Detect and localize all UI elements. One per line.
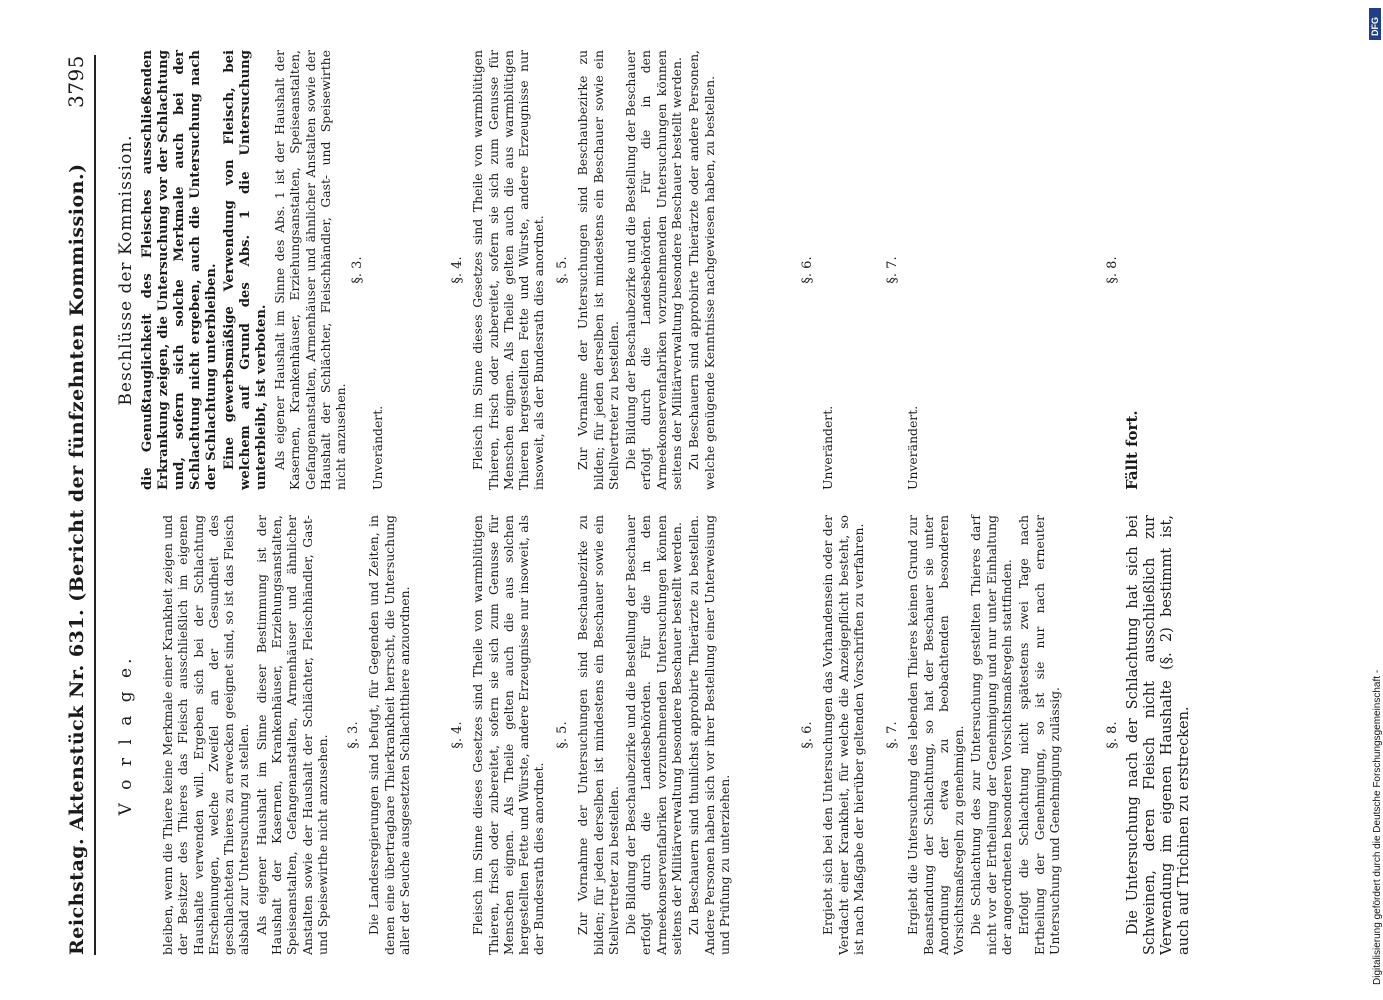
section-heading: §. 4.: [450, 721, 465, 749]
digitization-credit: Digitalisierung gefördert durch die Deutsche Forschungsgemeinschaft -: [1372, 669, 1383, 985]
left-block-5: [555, 515, 734, 955]
left-block-2: [160, 515, 332, 955]
header-rule: [94, 55, 96, 955]
right-block-5: [555, 50, 719, 490]
left-block-4: [450, 515, 549, 955]
paragraph: Ergiebt die Untersuchung des lebenden Thieres keinen Grund zur Beanstandung der Schlachtung, so hat der Beschauer sie unter Anordnung der etwa zu beobachtenden besonderen Vorsichtsmaßregeln zu genehmigen.: [905, 515, 967, 955]
section-heading: §. 6.: [800, 721, 815, 749]
paragraph: Ergiebt sich bei den Untersuchungen das Vorhandensein oder der Verdacht einer Krankheit, für welche die Anzeigepflicht besteht, so ist nach Maßgabe der hierüber geltenden Vorschriften zu verfahren.: [820, 515, 866, 955]
paragraph: Als eigener Haushalt im Sinne dieser Bestimmung ist der Haushalt der Kasernen, Krankenhäuser, Erziehungsanstalten, Speiseanstalten, Gefangenanstalten, Armenhäuser und ähnlicher Anstalten sowie der Haushalt der Schlächter, Fleischhändler, Gast- und Speisewirthe nicht anzusehen.: [253, 515, 330, 955]
paragraph: Zu Beschauern sind thunlichst approbirte Thierärzte zu bestellen. Andere Personen haben sich vor ihrer Bestellung einer Unterweisung und Prüfung zu unterziehen.: [686, 515, 732, 955]
right-block-8: [1105, 50, 1143, 490]
rotated-document: [60, 50, 1370, 955]
paragraph: Die Landesregierungen sind befugt, für Gegenden und Zeiten, in denen eine übertragbare Thierkrankheit herrscht, die Untersuchung aller der Seuche ausgesetzten Schlachtthiere anzuordnen.: [366, 515, 412, 955]
section-heading: §. 5.: [555, 256, 570, 284]
right-block-4: [450, 50, 549, 490]
paragraph: Fleisch im Sinne dieses Gesetzes sind Theile von warmblütigen Thieren, frisch oder zubereitet, sofern sie sich zum Genusse für Menschen eignen. Als Theile gelten auch die aus solchen hergestellten Fette und Würste, andere Erzeugnisse nur insoweit, als der Bundesrath dies anordnet.: [470, 515, 547, 955]
unchanged-label: Unverändert.: [905, 405, 921, 490]
dropped-label: Fällt fort.: [1123, 410, 1142, 490]
right-column-title: Beschlüsse der Kommission.: [116, 134, 136, 406]
left-column-title: V o r l a g e.: [116, 654, 136, 816]
right-block-3: [350, 50, 388, 490]
paragraph: Die Untersuchung nach der Schlachtung hat sich bei Schweinen, deren Fleisch nicht ausschließlich zur Verwendung im eigenen Haushalte (§. 2) bestimmt ist, auch auf Trichinen zu erstrecken.: [1125, 515, 1193, 955]
paragraph: Zur Vornahme der Untersuchungen sind Beschaubezirke zu bilden; für jeden derselben ist mindestens ein Beschauer sowie ein Stellvertreter zu bestellen.: [575, 515, 621, 955]
header-title: Reichstag. Aktenstück Nr. 631. (Bericht der fünfzehnten Kommission.): [66, 163, 88, 955]
paragraph: bleiben, wenn die Thiere keine Merkmale einer Krankheit zeigen und der Besitzer des Thieres das Fleisch ausschließlich im eigenen Haushalte verwenden will. Ergeben sich bei der Schlachtung Erscheinungen, welche Zweifel an der Gesundheit des geschlachteten Thieres zu erwecken geeignet sind, so ist das Fleisch alsbald zur Untersuchung zu stellen.: [160, 515, 252, 955]
section-heading: §. 8.: [1105, 721, 1120, 749]
paragraph: Die Bildung der Beschaubezirke und die Bestellung der Beschauer erfolgt durch die Landesbehörden. Für die in den Armeekonservenfabriken vorzunehmenden Untersuchungen können seitens der Militärverwaltung besondere Beschauer bestellt werden.: [623, 50, 685, 490]
section-heading: §. 7.: [885, 256, 900, 284]
left-block-7: [885, 515, 1064, 955]
unchanged-label: Unverändert.: [370, 405, 386, 490]
section-heading: §. 6.: [800, 256, 815, 284]
paragraph: Die Schlachtung des zur Untersuchung gestellten Thieres darf nicht vor der Ertheilung der Genehmigung und nur unter Einhaltung der angeordneten besonderen Vorsichtsmaßregeln stattfinden.: [968, 515, 1015, 955]
dfg-logo: [1369, 8, 1381, 40]
section-heading: §. 4.: [450, 256, 465, 284]
left-block-6: [800, 515, 868, 955]
section-heading: §. 5.: [555, 721, 570, 749]
section-heading: §. 3.: [350, 256, 365, 284]
section-heading: §. 8.: [1105, 256, 1120, 284]
page-number: 3795: [64, 55, 88, 108]
paragraph: Zu Beschauern sind approbirte Thierärzte oder andere Personen, welche genügende Kenntnisse nachgewiesen haben, zu bestellen.: [686, 50, 717, 490]
right-block-7: [885, 50, 923, 490]
left-block-8: [1105, 515, 1195, 955]
right-block-2: [140, 50, 350, 490]
paragraph-bold: Eine gewerbsmäßige Verwendung von Fleisch, bei welchem auf Grund des Abs. 1 die Untersuchung unterbleibt, ist verboten.: [222, 50, 269, 490]
page-header: [60, 55, 94, 955]
paragraph: Die Bildung der Beschaubezirke und die Bestellung der Beschauer erfolgt durch die Landesbehörden. Für die in den Armeekonservenfabriken vorzunehmenden Untersuchungen können seitens der Militärverwaltung besondere Beschauer bestellt werden.: [623, 515, 685, 955]
right-block-6: [800, 50, 838, 490]
paragraph: Fleisch im Sinne dieses Gesetzes sind Theile von warmblütigen Thieren, frisch oder zubereitet, sofern sie sich zum Genusse für Menschen eignen. Als Theile gelten auch die aus warmblütigen Thieren hergestellten Fette und Würste, andere Erzeugnisse nur insoweit, als der Bundesrath dies anordnet.: [470, 50, 547, 490]
section-heading: §. 7.: [885, 721, 900, 749]
unchanged-label: Unverändert.: [820, 405, 836, 490]
section-heading: §. 3.: [346, 721, 361, 749]
paragraph: Zur Vornahme der Untersuchungen sind Beschaubezirke zu bilden; für jeden derselben ist mindestens ein Beschauer sowie ein Stellvertreter zu bestellen.: [575, 50, 621, 490]
left-block-3: [346, 515, 414, 955]
dfg-logo-text: DFG: [1370, 17, 1380, 36]
paragraph: Als eigener Haushalt im Sinne des Abs. 1 ist der Haushalt der Kasernen, Krankenhäuser, Erziehungsanstalten, Speiseanstalten, Gefangenanstalten, Armenhäuser und ähnlicher Anstalten sowie der Haushalt der Schlächter, Fleischhändler, Gast- und Speisewirthe nicht anzusehen.: [272, 50, 349, 490]
paragraph: Erfolgt die Schlachtung nicht spätestens zwei Tage nach Ertheilung der Genehmigung, so ist sie nur nach erneuter Untersuchung und Genehmigung zulässig.: [1016, 515, 1062, 955]
paragraph-bold: die Genußtauglichkeit des Fleisches ausschließenden Erkrankung zeigen, die Untersuchung vor der Schlachtung und, sofern sich solche Merkmale auch bei der Schlachtung nicht ergeben, auch die Untersuchung nach der Schlachtung unterbleiben.: [140, 50, 219, 490]
